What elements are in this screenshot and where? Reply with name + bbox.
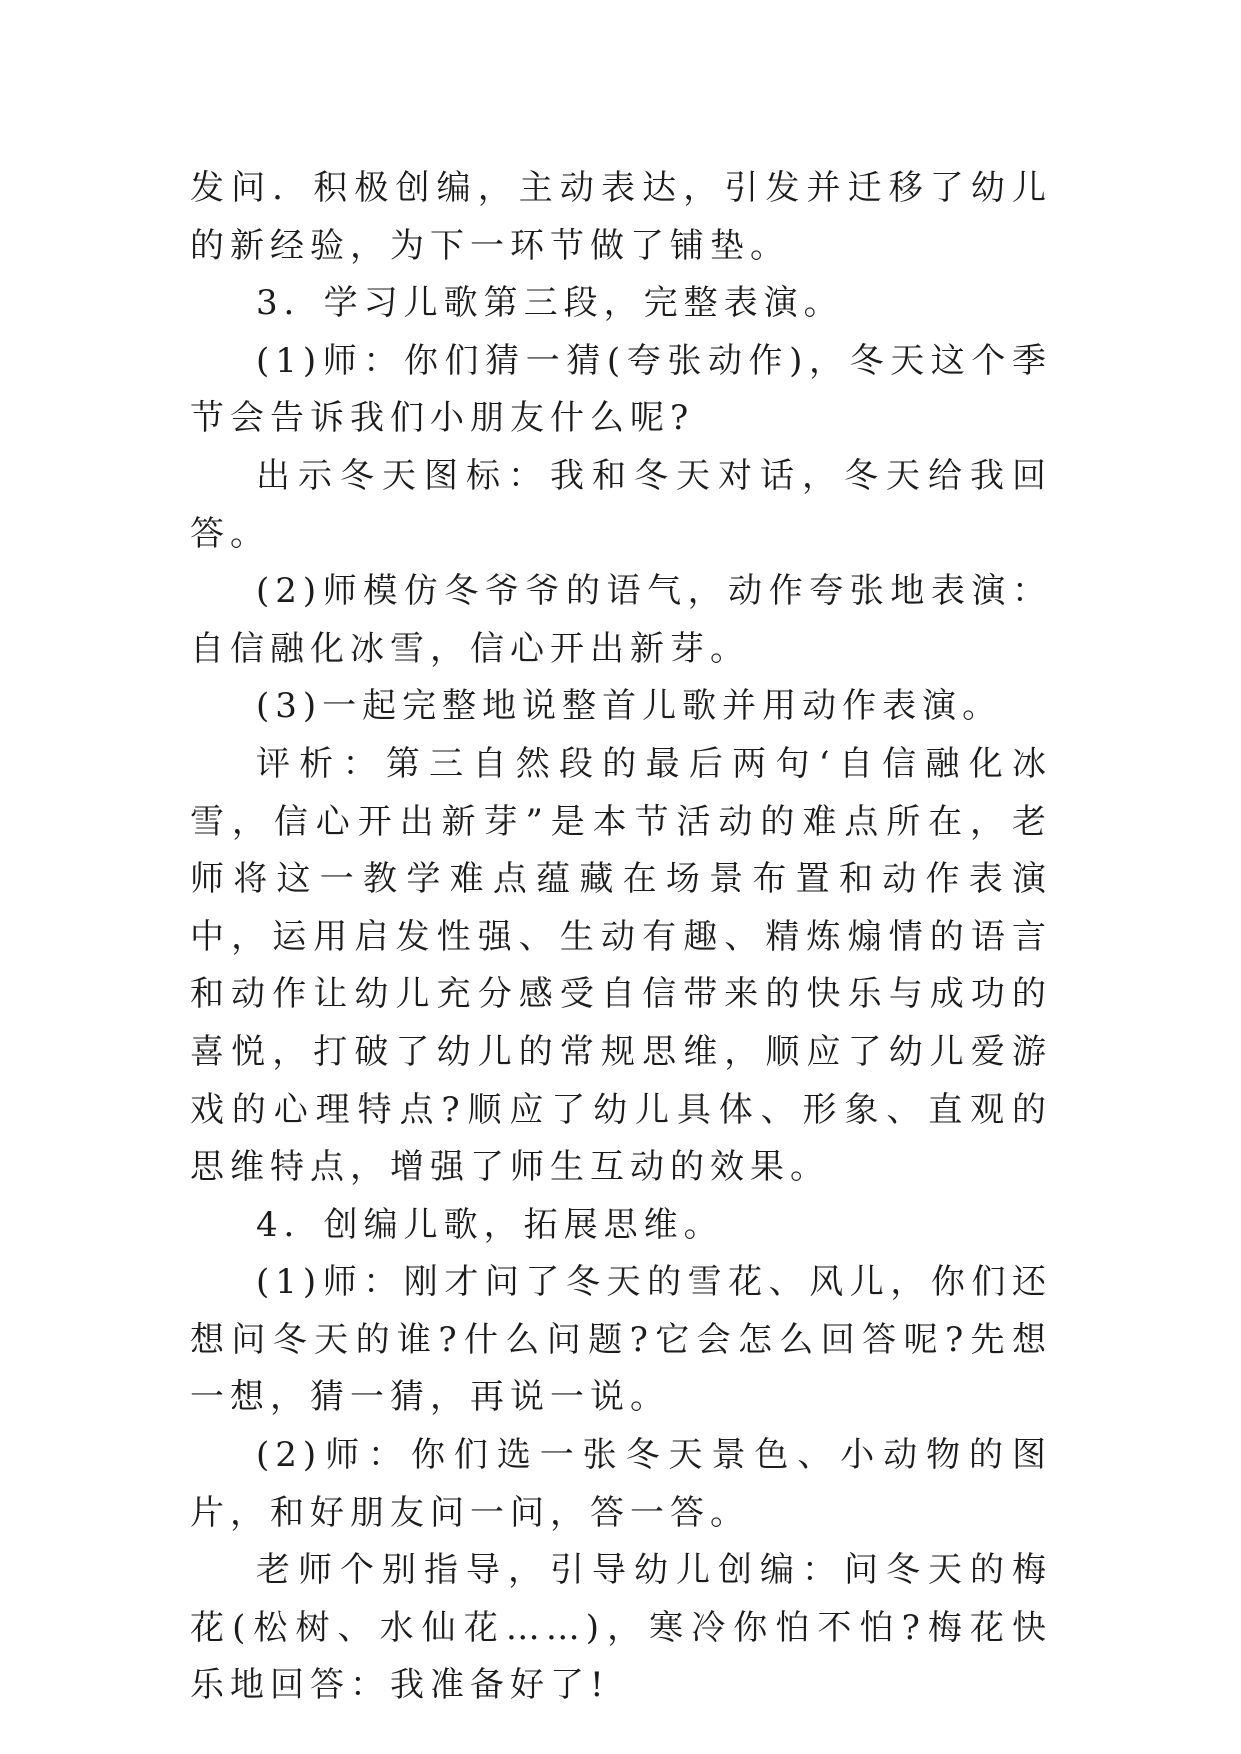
paragraph-3-2: (2)师模仿冬爷爷的语气，动作夸张地表演：自信融化冰雪，信心开出新芽。 xyxy=(190,571,1052,669)
section-heading-4: 4．创编儿歌，拓展思维。 xyxy=(256,1204,724,1245)
paragraph-show-icon: 出示冬天图标：我和冬天对话，冬天给我回答。 xyxy=(190,455,1052,554)
paragraph-teacher-guidance: 老师个别指导，引导幼儿创编：问冬天的梅花(松树、水仙花……)，寒冷你怕不怕?梅花快乐地回答：我准备好了! xyxy=(190,1550,1052,1706)
paragraph-3-1: (1)师：你们猜一猜(夸张动作)，冬天这个季节会告诉我们小朋友什么呢? xyxy=(190,340,1052,439)
paragraph-3-3: (3)一起完整地说整首儿歌并用动作表演。 xyxy=(256,686,1003,727)
document-body xyxy=(190,160,1052,1715)
paragraph-continuation: 发问．积极创编，主动表达，引发并迁移了幼儿的新经验，为下一环节做了铺垫。 xyxy=(190,168,1052,266)
paragraph-analysis: 评析：第三自然段的最后两句‘自信融化冰雪，信心开出新芽”是本节活动的难点所在，老师将这一教学难点蕴藏在场景布置和动作表演中，运用启发性强、生动有趣、精炼煽情的语言和动作让幼儿充分感受自信带来的快乐与成功的喜悦，打破了幼儿的常规思维，顺应了幼儿爱游戏的心理特点?顺应了幼儿具体、形象、直观的思维特点，增强了师生互动的效果。 xyxy=(190,743,1052,1188)
paragraph-4-2: (2)师：你们选一张冬天景色、小动物的图片，和好朋友问一问，答一答。 xyxy=(190,1435,1052,1533)
paragraph-4-1: (1)师：刚才问了冬天的雪花、风儿，你们还想问冬天的谁?什么问题?它会怎么回答呢?先想一想，猜一猜，再说一说。 xyxy=(190,1262,1052,1418)
section-heading-3: 3．学习儿歌第三段，完整表演。 xyxy=(256,283,844,324)
